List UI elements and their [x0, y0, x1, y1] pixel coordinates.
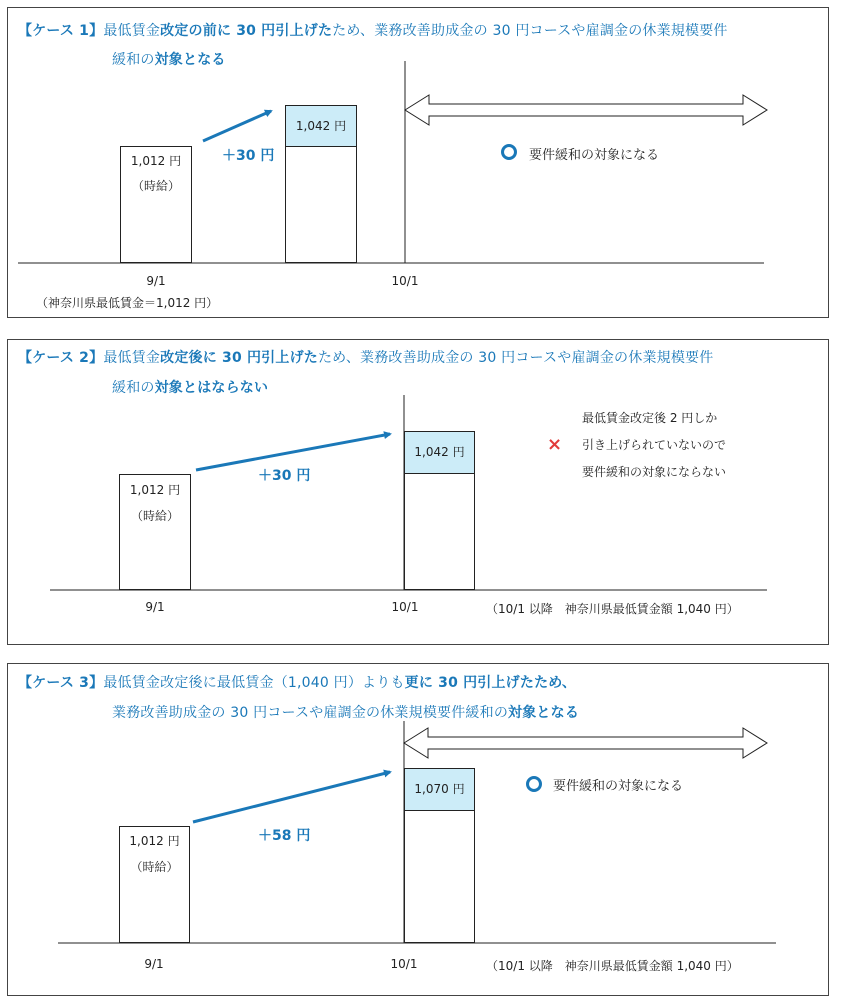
- case1-bar-after-increase: 1,042 円: [285, 105, 357, 147]
- case3-bar-before-value: 1,012 円: [129, 834, 180, 848]
- case1-date-sep: 9/1: [146, 274, 166, 288]
- case1-panel: [7, 7, 829, 318]
- case3-period-arrow: [404, 728, 767, 758]
- case3-increase-label: ＋58 円: [258, 828, 311, 844]
- case1-increase-label: ＋30 円: [222, 148, 275, 164]
- case3-bar-before-sub: （時給）: [130, 860, 179, 874]
- case2-bar-before-value: 1,012 円: [129, 483, 181, 497]
- case3-date-oct: 10/1: [390, 957, 418, 971]
- case1-bar-before-value: 1,012 円: [130, 154, 182, 168]
- case1-l2a: 緩和の: [112, 52, 155, 68]
- case3-panel: [7, 663, 829, 996]
- case1-bar-after: [285, 146, 357, 263]
- case3-date-sep: 9/1: [144, 957, 164, 971]
- case1-period-arrow: [405, 95, 767, 125]
- case2-l2a: 緩和の: [112, 380, 155, 396]
- case1-l1b: 改定の前に 30 円引上げた: [160, 23, 333, 39]
- case3-tag: 【ケース 3】: [18, 675, 104, 691]
- case1-l1c: ため、業務改善助成金の 30 円コースや雇調金の休業規模要件: [332, 23, 728, 39]
- case3-l2b: 対象となる: [508, 705, 580, 721]
- case3-l1a: 最低賃金改定後に最低賃金（1,040 円）よりも: [103, 675, 405, 691]
- case3-increase-arrow: [193, 772, 390, 822]
- case1-bar-before: [120, 146, 192, 263]
- case2-bar-before: [119, 474, 191, 590]
- case2-result-line3: 要件緩和の対象にならない: [582, 465, 727, 479]
- case2-bar-before-sub: （時給）: [130, 509, 179, 523]
- case1-bar-before-sub: （時給）: [131, 179, 180, 193]
- case3-l2a: 業務改善助成金の 30 円コースや雇調金の休業規模要件緩和の: [112, 705, 509, 721]
- case2-result-line1: 最低賃金改定後 2 円しか: [582, 411, 718, 425]
- case3-bar-after-increase: 1,070 円: [404, 768, 475, 811]
- case3-bar-before: [119, 826, 190, 943]
- case3-l1b: 更に 30 円引上げたため、: [404, 675, 577, 691]
- case1-tag: 【ケース 1】: [18, 23, 104, 39]
- circle-icon: [501, 144, 517, 160]
- case2-date-oct: 10/1: [391, 600, 419, 614]
- cross-icon: ×: [547, 434, 563, 455]
- case2-l1c: ため、業務改善助成金の 30 円コースや雇調金の休業規模要件: [317, 350, 714, 366]
- case2-date-sep: 9/1: [145, 600, 165, 614]
- case2-tag: 【ケース 2】: [18, 350, 104, 366]
- case1-l2b: 対象となる: [154, 52, 226, 68]
- case3-result-text: 要件緩和の対象になる: [553, 779, 684, 794]
- case1-increase-arrow: [203, 111, 271, 141]
- case2-note: （10/1 以降 神奈川県最低賃金額 1,040 円）: [486, 602, 739, 616]
- case2-l1b: 改定後に 30 円引上げた: [160, 350, 318, 366]
- case2-bar-after: [404, 473, 475, 590]
- case1-l1a: 最低賃金: [103, 23, 161, 39]
- case3-note: （10/1 以降 神奈川県最低賃金額 1,040 円）: [486, 959, 739, 973]
- case2-l2b: 対象とはならない: [154, 380, 269, 396]
- circle-icon: [526, 776, 542, 792]
- case2-result-line2: 引き上げられていないので: [582, 438, 727, 452]
- case2-bar-after-increase: 1,042 円: [404, 431, 475, 474]
- case2-increase-label: ＋30 円: [258, 468, 311, 484]
- case2-panel: [7, 339, 829, 645]
- case1-result-text: 要件緩和の対象になる: [529, 148, 660, 163]
- case3-bar-after: [404, 810, 475, 943]
- case1-date-oct: 10/1: [391, 274, 419, 288]
- case1-note: （神奈川県最低賃金＝1,012 円）: [36, 296, 219, 310]
- case2-l1a: 最低賃金: [103, 350, 161, 366]
